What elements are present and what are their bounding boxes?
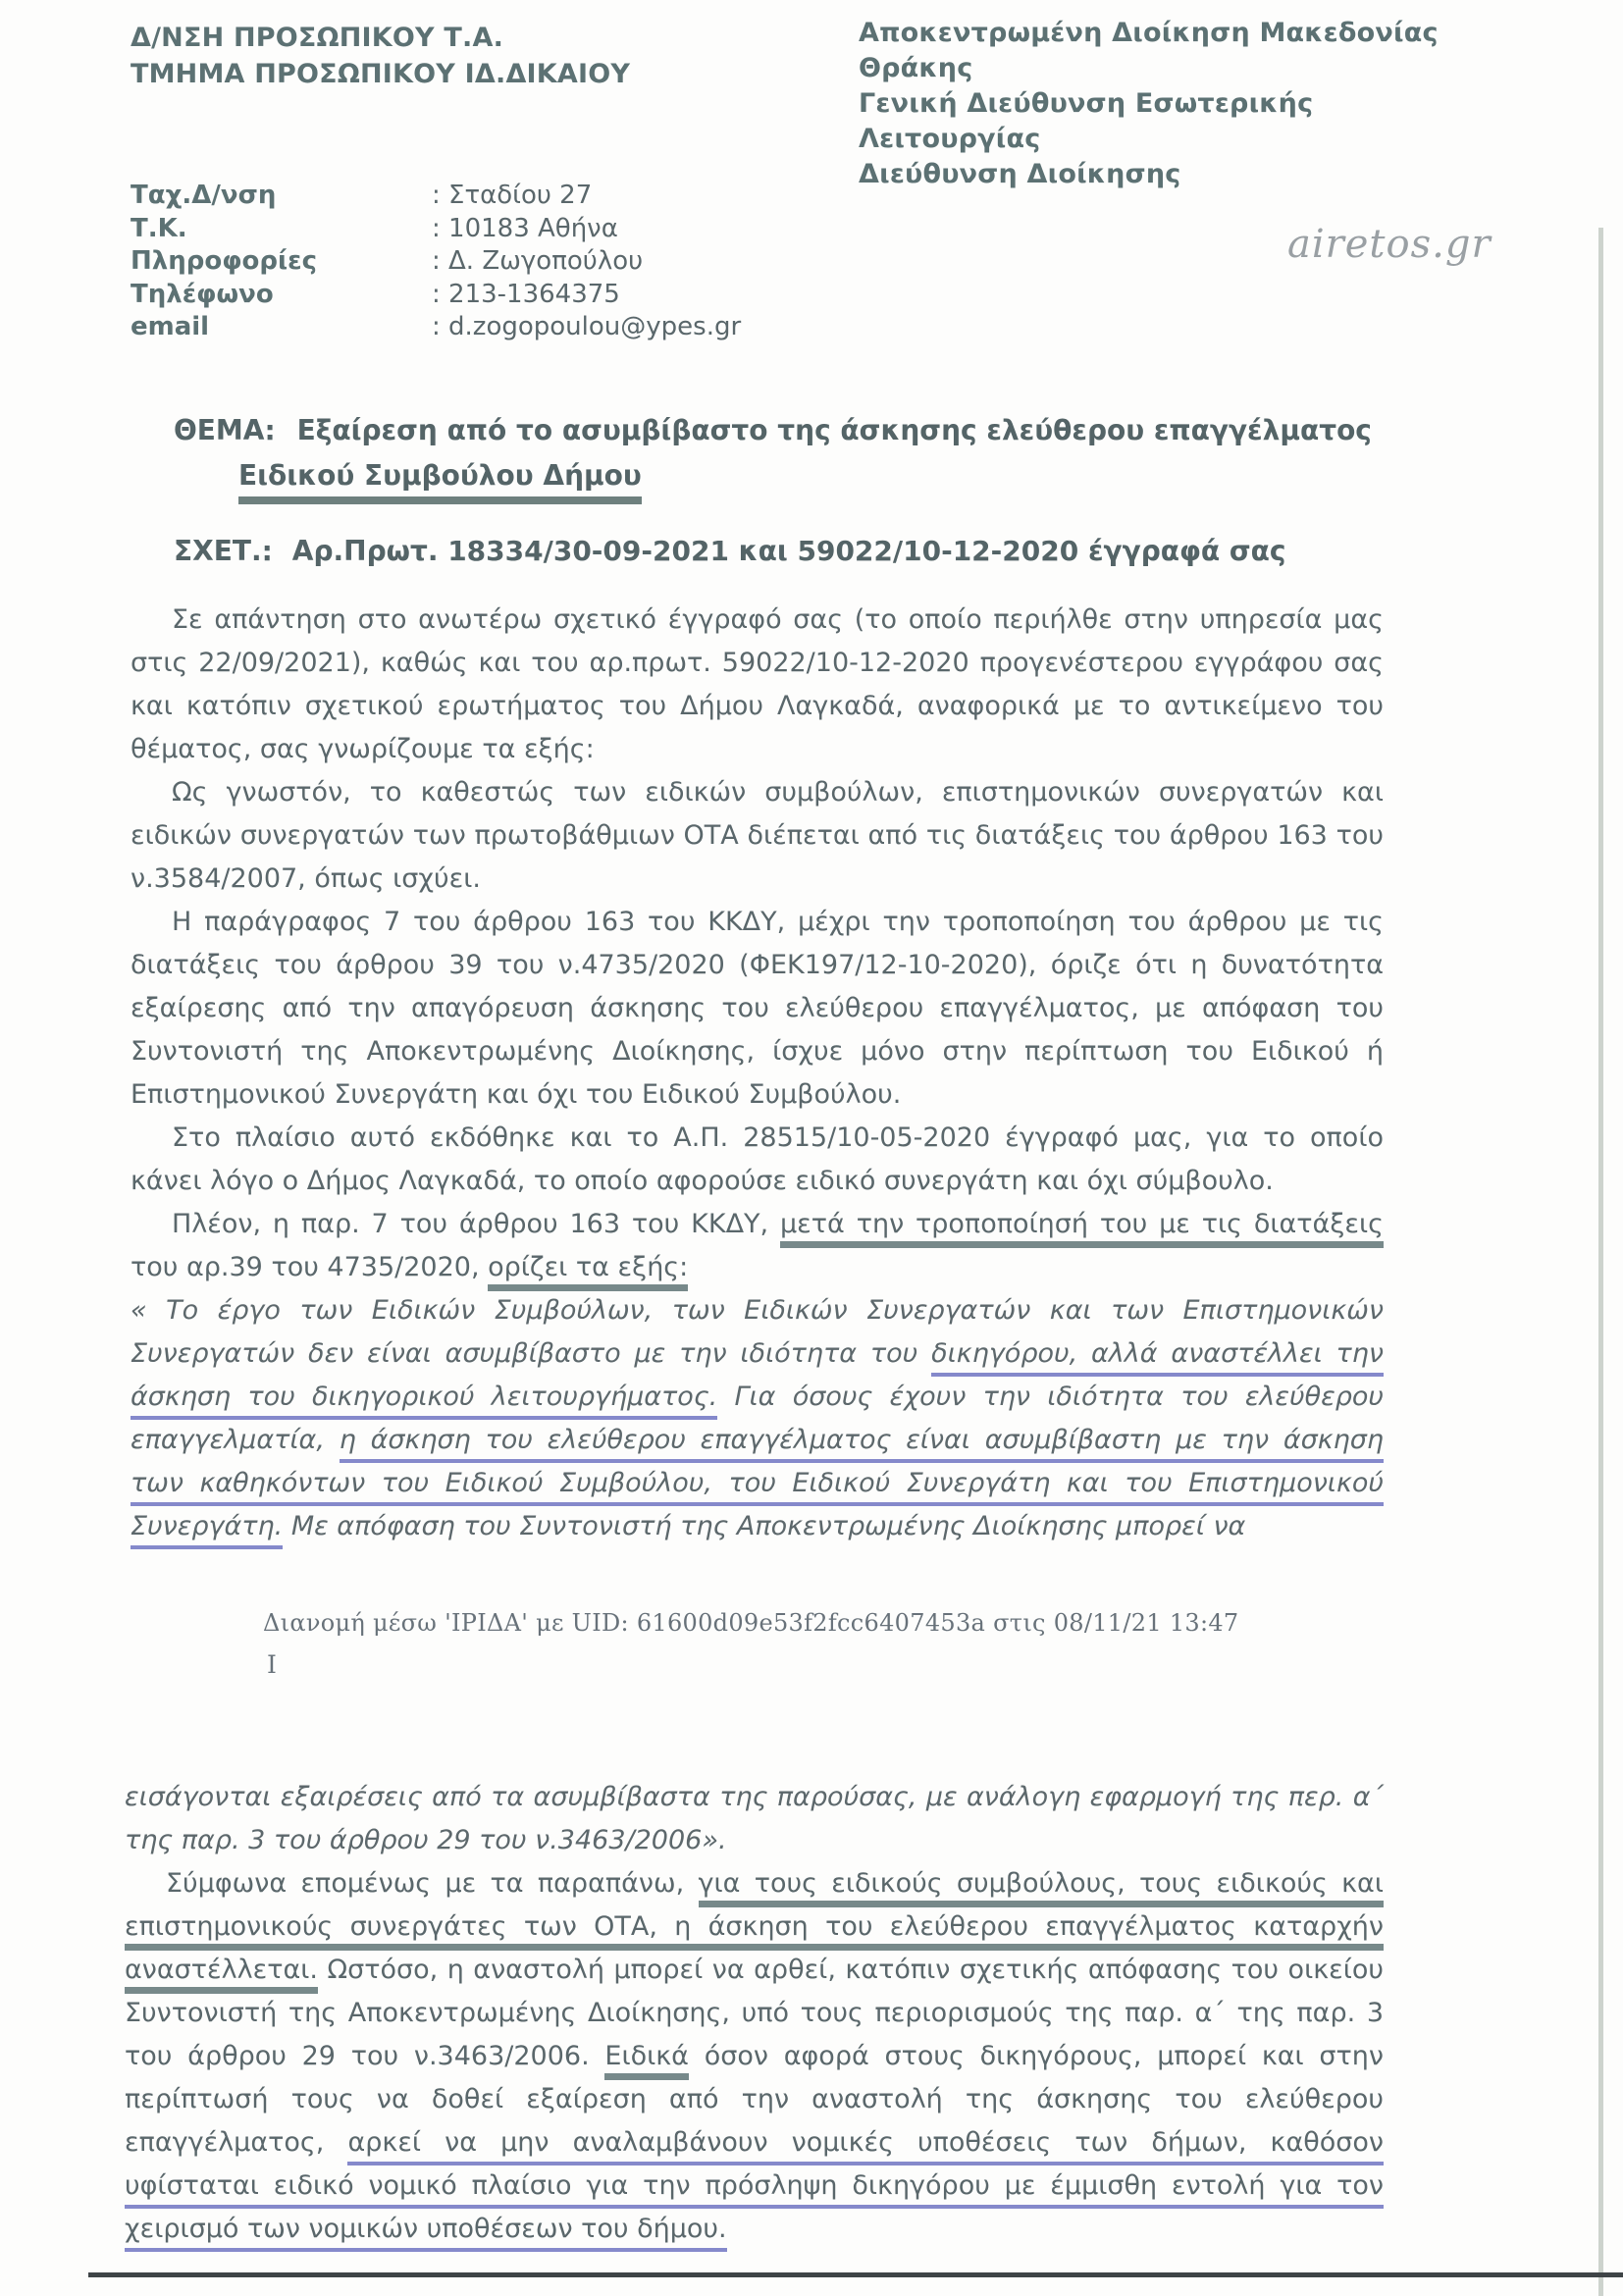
- underlined-phrase: Ειδικά: [604, 2041, 689, 2080]
- text-run: του αρ.39 του 4735/2020,: [131, 1252, 489, 1282]
- underlined-phrase: η άσκηση του ελεύθερου επαγγέλματος είναι ασυμβίβαστη με την άσκηση των καθηκόντων του Ειδικού Συμβούλου, του Ειδικού Συνεργάτη και του Επιστημονικού Συνεργάτη.: [131, 1425, 1384, 1549]
- header-line: Διεύθυνση Διοίκησης: [859, 159, 1181, 189]
- text-run: « Το έργο των Ειδικών Συμβούλων, των Ειδικών Συνεργατών και των Επιστημονικών Συνεργατών δεν είναι ασυμβίβαστο με την ιδιότητα του: [131, 1295, 1384, 1369]
- body-paragraph: [131, 1203, 1384, 1289]
- text-run: Με απόφαση του Συντονιστή της Αποκεντρωμένης Διοίκησης μπορεί να: [283, 1511, 1246, 1541]
- underlined-phrase: δικηγόρου, αλλά αναστέλλει την άσκηση του δικηγορικού λειτουργήματος.: [131, 1338, 1384, 1420]
- header-line: ΤΜΗΜΑ ΠΡΟΣΩΠΙΚΟΥ ΙΔ.ΔΙΚΑΙΟΥ: [131, 59, 631, 89]
- text-run: Πλέον, η παρ. 7 του άρθρου 163 του ΚΚΔΥ,: [172, 1209, 780, 1239]
- text-run: Η παράγραφος 7 του άρθρου 163 του ΚΚΔΥ, μέχρι την τροποποίηση του άρθρου με τις διατάξεις του άρθρου 39 του ν.4735/2020 (ΦΕΚ197/12-10-2020), όριζε ότι η δυνατότητα εξαίρεσης από την απαγόρευση άσκησης του ελεύθερου επαγγέλματος, με απόφαση του Συντονιστή της Αποκεντρωμένης Διοίκησης, ίσχυε μόνο στην περίπτωση του Ειδικού ή Επιστημονικού Συνεργάτη και όχι του Ειδικού Συμβούλου.: [131, 907, 1384, 1110]
- sender-department-block: [131, 20, 630, 92]
- contact-row: [131, 311, 741, 344]
- underlined-phrase: αρκεί να μην αναλαμβάνουν νομικές υποθέσεις των δήμων, καθόσον υφίσταται ειδικό νομικό πλαίσιο για την πρόσληψη δικηγόρου με έμμισθη εντολή για τον χειρισμό των νομικών υποθέσεων του δήμου.: [125, 2127, 1384, 2252]
- subject-block: [174, 408, 1410, 497]
- subject-text: Εξαίρεση από το ασυμβίβαστο της άσκησης ελεύθερου επαγγέλματος: [296, 414, 1372, 446]
- underlined-phrase: μετά την τροποποίησή του με τις διατάξεις: [780, 1209, 1384, 1248]
- reference-line: [174, 535, 1286, 567]
- recipient-authority-block: [859, 16, 1487, 192]
- body-section-2: [125, 1776, 1384, 2251]
- reference-label: ΣΧΕΤ.:: [174, 535, 273, 567]
- body-paragraph: [131, 1289, 1384, 1548]
- contact-value: : 10183 Αθήνα: [432, 213, 618, 243]
- subject-line-2: [238, 453, 1410, 497]
- contact-value: : 213-1364375: [432, 279, 620, 309]
- body-paragraph: [131, 599, 1384, 771]
- header-line: Γενική Διεύθυνση Εσωτερικής Λειτουργίας: [859, 88, 1314, 154]
- contact-value: : d.zogopoulou@ypes.gr: [432, 312, 742, 341]
- body-paragraph: [125, 1862, 1384, 2251]
- subject-text-underlined: Ειδικού Συμβούλου Δήμου: [238, 459, 642, 504]
- text-run: Για όσους έχουν την ιδιότητα του ελεύθερου επαγγελματία,: [131, 1382, 1385, 1455]
- text-run: Σε απάντηση στο ανωτέρω σχετικό έγγραφό σας (το οποίο περιήλθε στην υπηρεσία μας στις 22/09/2021), καθώς και του αρ.πρωτ. 59022/10-12-2020 προγενέστερου εγγράφου σας και κατόπιν σχετικού ερωτήματος του Δήμου Λαγκαδά, αναφορικά με το αντικείμενο του θέματος, σας γνωρίζουμε τα εξής:: [131, 604, 1384, 764]
- contact-label: Τηλέφωνο: [131, 279, 274, 309]
- body-paragraph: [125, 1776, 1384, 1862]
- contact-value: : Δ. Ζωγοπούλου: [432, 246, 644, 276]
- underlined-phrase: ορίζει τα εξής:: [488, 1252, 688, 1291]
- page-edge-bottom-line: [88, 2272, 1623, 2277]
- subject-line-1: [174, 408, 1410, 452]
- body-section-1: [131, 599, 1384, 1548]
- body-paragraph: [131, 901, 1384, 1117]
- underlined-phrase: για τους ειδικούς συμβούλους, τους ειδικούς και επιστημονικούς συνεργάτες των ΟΤΑ, η άσκηση του ελεύθερου επαγγέλματος καταρχήν αναστέλλεται.: [125, 1868, 1384, 1994]
- contact-row: [131, 213, 741, 246]
- contact-label: Ταχ.Δ/νση: [131, 181, 277, 210]
- text-run: Ωστόσο, η αναστολή μπορεί να αρθεί, κατόπιν σχετικής απόφασης του οικείου Συντονιστή της Αποκεντρωμένης Διοίκησης, υπό τους περιορισμούς της παρ. α΄ της παρ. 3 του άρθρου 29 του ν.3463/2006.: [125, 1955, 1384, 2071]
- contact-label: Τ.Κ.: [131, 213, 187, 243]
- page-edge-right-line: [1598, 228, 1603, 2296]
- text-run: όσον αφορά στους δικηγόρους, μπορεί και στην περίπτωσή τους να δοθεί εξαίρεση από την αναστολή της άσκησης του ελεύθερου επαγγέλματος,: [125, 2041, 1384, 2158]
- page-number: I: [267, 1650, 277, 1679]
- header-line: Θράκης: [859, 53, 973, 83]
- reference-text: Αρ.Πρωτ. 18334/30-09-2021 και 59022/10-12-2020 έγγραφά σας: [291, 535, 1286, 567]
- body-paragraph: [131, 1117, 1384, 1203]
- contact-info-block: [131, 180, 741, 344]
- contact-row: [131, 180, 741, 213]
- contact-label: Πληροφορίες: [131, 246, 318, 276]
- contact-row: [131, 245, 741, 279]
- contact-value: : Σταδίου 27: [432, 181, 593, 210]
- header-line: Δ/ΝΣΗ ΠΡΟΣΩΠΙΚΟΥ Τ.Α.: [131, 23, 504, 53]
- header-line: Αποκεντρωμένη Διοίκηση Μακεδονίας: [859, 18, 1439, 48]
- contact-row: [131, 279, 741, 312]
- watermark-airetos: airetos.gr: [1287, 222, 1492, 267]
- distribution-note: Διανομή μέσω 'ΙΡΙΔΑ' με UID: 61600d09e53f2fcc6407453a στις 08/11/21 13:47: [263, 1609, 1239, 1637]
- text-run: εισάγονται εξαιρέσεις από τα ασυμβίβαστα της παρούσας, με ανάλογη εφαρμογή της περ. α΄ της παρ. 3 του άρθρου 29 του ν.3463/2006».: [125, 1782, 1384, 1855]
- body-paragraph: [131, 771, 1384, 901]
- text-run: Ως γνωστόν, το καθεστώς των ειδικών συμβούλων, επιστημονικών συνεργατών και ειδικών συνεργατών των πρωτοβάθμιων ΟΤΑ διέπεται από τις διατάξεις του άρθρου 163 του ν.3584/2007, όπως ισχύει.: [131, 777, 1384, 894]
- subject-label: ΘΕΜΑ:: [174, 414, 276, 446]
- text-run: Σύμφωνα επομένως με τα παραπάνω,: [166, 1868, 699, 1899]
- text-run: Στο πλαίσιο αυτό εκδόθηκε και το Α.Π. 28515/10-05-2020 έγγραφό μας, για το οποίο κάνει λόγο ο Δήμος Λαγκαδά, το οποίο αφορούσε ειδικό συνεργάτη και όχι σύμβουλο.: [131, 1122, 1384, 1196]
- contact-label: email: [131, 312, 210, 341]
